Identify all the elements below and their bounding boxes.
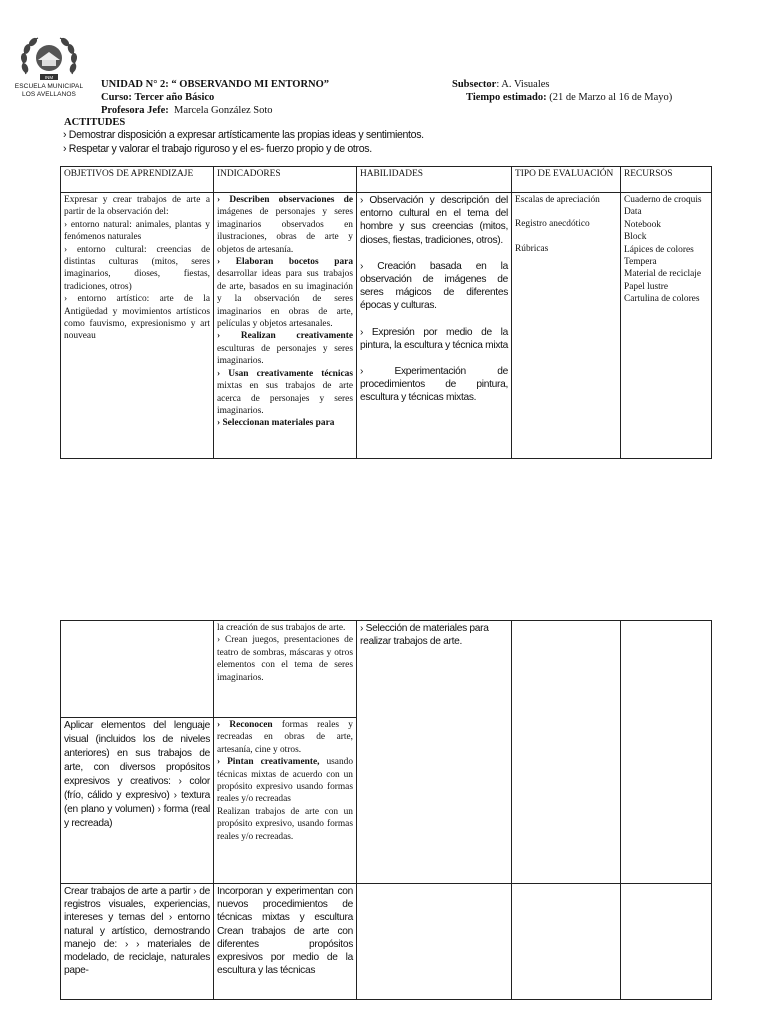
table-row xyxy=(61,884,712,1000)
list-item: › Describen observaciones de imágenes de personajes y seres imaginarios observados en ilustraciones, obras de arte y objetos de artesanía. xyxy=(217,195,353,255)
school-name-line2: LOS AVELLANOS xyxy=(22,91,76,98)
list-item: la creación de sus trabajos de arte. xyxy=(217,623,346,633)
curso-line xyxy=(101,91,214,104)
list-item: Expresar y crear trabajos de arte a partir de la observación del: xyxy=(64,195,210,218)
header-indicadores: INDICADORES xyxy=(214,167,357,193)
list-item: › Crean juegos, presentaciones de teatro de sombras, máscaras y otros elementos con el tema de seres imaginarios. xyxy=(217,635,353,683)
list-item: Registro anecdótico xyxy=(515,219,590,230)
list-item: › entorno cultural: creencias de distintas culturas (mitos, seres imaginarios, dioses, fiestas, tradiciones, otros) xyxy=(64,244,210,292)
evaluacion-cell xyxy=(512,193,621,459)
recursos-cell xyxy=(621,884,712,1000)
svg-text:INM: INM xyxy=(44,75,54,80)
list-item: › Reconocen formas reales y recreadas en obras de arte, artesanía, cine y otros. xyxy=(217,720,353,755)
list-item: Aplicar elementos del lenguaje visual (incluidos los de niveles anteriores) en sus trabajos de arte, con diversos propósitos expresivos y creativos: › color (frío, cálido y expresivo) › textura (en plano y volumen) › forma (real y recreada) xyxy=(64,720,210,829)
habilidades-cell xyxy=(357,193,512,459)
list-item: › Experimentación de procedimientos de pintura, escultura y técnicas mixtas. xyxy=(360,366,508,404)
header-habilidades: HABILIDADES xyxy=(357,167,512,193)
evaluacion-cell xyxy=(512,621,621,884)
habilidades-cell xyxy=(357,621,512,884)
objetivos-cell xyxy=(61,718,214,884)
list-item: › Elaboran bocetos para desarrollar ideas para sus trabajos de arte, basados en su imaginación y la observación de seres imaginarios en obras de arte, películas y objetos artesanales. xyxy=(217,257,353,330)
list-item: › Observación y descripción del entorno cultural en el tema del hombre y sus creencias (mitos, dioses, fiestas, tradiciones, otros). xyxy=(360,195,508,246)
objetivos-cell xyxy=(61,621,214,718)
header-recursos: RECURSOS xyxy=(621,167,712,193)
list-item: Lápices de colores xyxy=(624,244,694,255)
list-item: Crear trabajos de arte a partir › de registros visuales, experiencias, intereses y temas del › entorno natural y artístico, demostrando manejo de: › › materiales de modelado, de reciclaje, naturales pape- xyxy=(64,886,210,977)
table-header-row xyxy=(61,167,712,193)
list-item: › Seleccionan materiales para xyxy=(217,418,335,429)
profesora-value: Marcela González Soto xyxy=(173,105,273,116)
indicadores-cell xyxy=(214,193,357,459)
subsector-label: Subsector xyxy=(452,79,497,90)
indicadores-cell xyxy=(214,621,357,718)
unidad-title: “ OBSERVANDO MI ENTORNO” xyxy=(171,79,330,90)
indicadores-cell xyxy=(214,718,357,884)
header-objetivos: OBJETIVOS DE APRENDIZAJE xyxy=(61,167,214,193)
list-item: Escalas de apreciación xyxy=(515,195,600,205)
evaluacion-cell xyxy=(512,884,621,1000)
subsector-value: : A. Visuales xyxy=(496,79,550,90)
planning-table-1 xyxy=(60,166,712,459)
list-item: Cartulina de colores xyxy=(624,294,700,305)
curso-value: Tercer año Básico xyxy=(134,92,215,103)
recursos-cell xyxy=(621,193,712,459)
list-item: › Usan creativamente técnicas mixtas en sus trabajos de arte acerca de personajes y seres imaginarios. xyxy=(217,368,353,416)
indicadores-cell xyxy=(214,884,357,1000)
table-row xyxy=(61,621,712,718)
header-evaluacion: TIPO DE EVALUACIÓN xyxy=(512,167,621,193)
recursos-cell xyxy=(621,621,712,884)
list-item: Tempera xyxy=(624,257,657,268)
profesora-line xyxy=(101,104,273,117)
tiempo-label: Tiempo estimado: xyxy=(466,92,547,103)
list-item: Data xyxy=(624,207,642,218)
list-item: Cuaderno de croquis xyxy=(624,195,702,205)
school-name xyxy=(14,83,84,99)
actitud-item: › Demostrar disposición a expresar artísticamente las propias ideas y sentimientos. xyxy=(63,129,424,141)
list-item: › Realizan creativamente esculturas de personajes y seres imaginarios. xyxy=(217,331,353,367)
habilidades-cell xyxy=(357,884,512,1000)
unidad-label: UNIDAD N° 2: xyxy=(101,79,169,90)
list-item: › Creación basada en la observación de imágenes de seres mágicos de diferentes épocas y culturas. xyxy=(360,260,508,312)
list-item: › Expresión por medio de la pintura, la escultura y técnica mixta xyxy=(360,326,509,351)
tiempo-line xyxy=(466,91,672,104)
list-item: › entorno artístico: arte de la Antigüedad y movimientos artísticos como fauvismo, expresionismo y art nouveau xyxy=(64,294,210,342)
list-item: Notebook xyxy=(624,219,661,230)
actitudes-title: ACTITUDES xyxy=(64,117,126,128)
list-item: Papel lustre xyxy=(624,281,669,292)
subsector-line xyxy=(452,78,549,91)
list-item: › Pintan creativamente, usando técnicas mixtas de acuerdo con un propósito expresivo usando formas reales y/o recreadas xyxy=(217,757,354,805)
actitud-item: › Respetar y valorar el trabajo riguroso y el es- fuerzo propio y de otros. xyxy=(63,143,372,155)
curso-label: Curso: xyxy=(101,92,132,103)
list-item: Incorporan y experimentan con nuevos procedimientos de técnicas mixtas y escultura Crean trabajos de arte con diferentes propósitos expresivos por medio de la escultura y las técnicas xyxy=(217,886,353,977)
list-item: Realizan trabajos de arte con un propósito expresivo, usando formas reales y/o recreadas. xyxy=(217,806,353,842)
objetivos-cell xyxy=(61,193,214,459)
planning-table-2 xyxy=(60,620,712,1000)
list-item: Material de reciclaje xyxy=(624,269,702,280)
table-row xyxy=(61,193,712,459)
list-item: Rúbricas xyxy=(515,243,549,254)
unidad-line xyxy=(101,78,329,91)
tiempo-value: (21 de Marzo al 16 de Mayo) xyxy=(549,92,673,103)
objetivos-cell xyxy=(61,884,214,1000)
profesora-label: Profesora Jefe: xyxy=(101,105,169,116)
school-name-line1: ESCUELA MUNICIPAL xyxy=(14,83,84,90)
list-item: Block xyxy=(624,232,647,243)
list-item: › Selección de materiales para realizar trabajos de arte. xyxy=(360,623,489,648)
list-item: › entorno natural: animales, plantas y fenómenos naturales xyxy=(64,219,210,243)
